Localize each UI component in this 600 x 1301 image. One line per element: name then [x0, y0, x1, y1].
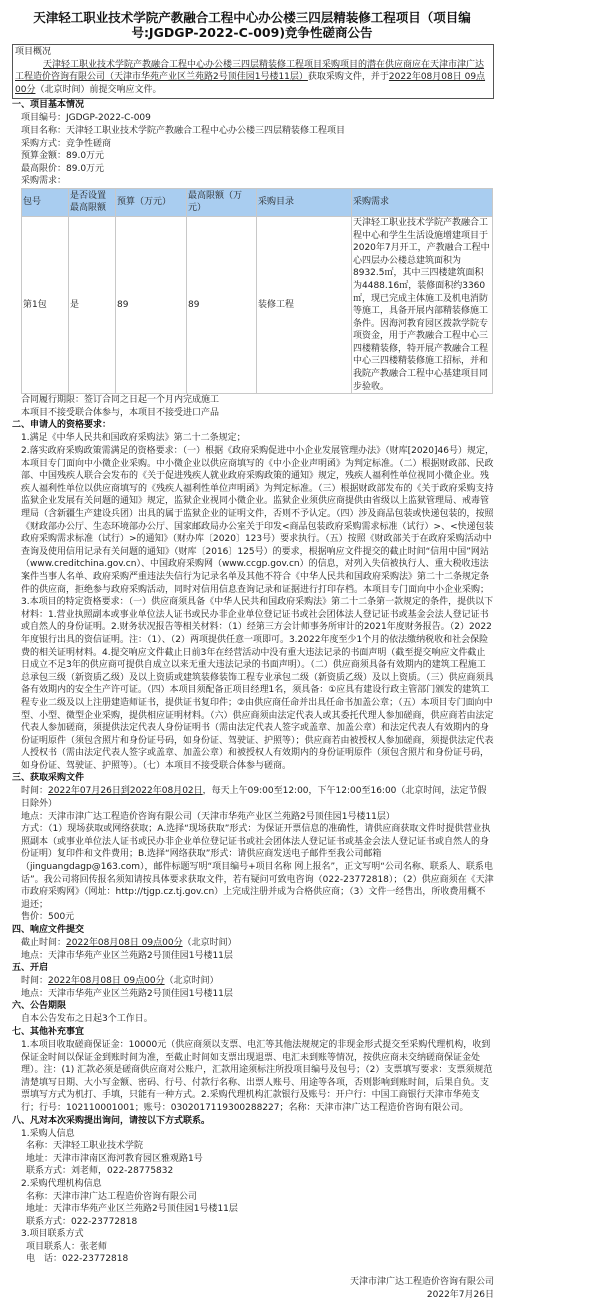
announcement-document	[10, 4, 494, 1301]
overview-seg2: 获取采购文件，并于	[307, 72, 389, 83]
project-contact-phone: 电 话：022-23772818	[26, 1254, 129, 1265]
submit-deadline	[10, 937, 494, 950]
col-header: 是否设置最高限额	[69, 188, 116, 216]
buyer-name: 名称：天津轻工职业技术学院	[26, 1141, 144, 1152]
section-8-heading: 八、凡对本次采购提出询问，请按以下方式联系。	[12, 1115, 211, 1126]
footer-org: 天津市津广达工程造价咨询有限公司	[349, 1277, 494, 1288]
document-price: 售价：500元	[21, 912, 75, 923]
col-header: 包号	[22, 188, 69, 216]
overview-seg1: 天津轻工职业技术学院产教融合工程中心办公楼三四层精装修工程项目采购项目的潜在供应商应在天津市津广达工程造价咨询有限公司（天津市华苑产业区兰苑路2号顶佳园1号楼11层）	[15, 59, 485, 83]
cell-package: 第1包	[22, 216, 69, 393]
procurement-method: 采购方式：竞争性磋商	[21, 138, 112, 149]
section-7-heading: 七、其他补充事宜	[12, 1026, 85, 1037]
opening-time	[10, 975, 494, 988]
overview-seg4: （北京时间）前提交响应文件。	[35, 84, 162, 95]
deadline-value: 2022年08月08日 09点00分	[66, 938, 183, 948]
opening-place: 地点：天津市华苑产业区兰苑路2号顶佳园1号楼11层	[21, 988, 233, 999]
acquire-time	[10, 785, 494, 810]
overview-text	[15, 59, 491, 97]
time-label: 时间：	[21, 786, 49, 797]
page-title: 天津轻工职业技术学院产教融合工程中心办公楼三四层精装修工程项目（项目编号:JGDGP-2022-C-009)竞争性磋商公告	[33, 10, 471, 40]
deadline-label: 截止时间：	[21, 938, 67, 948]
project-name: 项目名称：天津轻工职业技术学院产教融合工程中心办公楼三四层精装修工程项目	[21, 125, 346, 136]
cell-requirement: 天津轻工职业技术学院产教融合工程中心和学生生活设施增建项目于2020年7月开工，产教融合工程中心四层办公楼总建筑面积为8932.5㎡，其中三四楼建筑面积为4488.16㎡，装修面积约3360㎡，现已完成主体施工及机电消防等施工，具备开展内部精装修施工条件。因海河教育园区拨款学院专项资金，用于产教融合工程中心三四楼精装修，特开展产教融合工程中心三四楼精装修施工招标，并和我院产教融合工程中心基建项目同步验收。	[352, 216, 493, 393]
qualification-2: 2.落实政府采购政策需满足的资格要求：（一）根据《政府采购促进中小企业发展管理办法》（财库[2020]46号）规定，本项目专门面向中小微企业采购。中小微企业以供应商填写的《中小企业声明函》为判定标准。（二）根据财政部、民政部、中国残疾人联合会发布的《关于促进残疾人就业政府采购政策的通知》规定，残疾人福利性单位视同小微企业。残疾人福利性单位以供应商填写的《残疾人福利性单位声明函》为判定标准。（三）根据财政部发布的《关于政府采购支持监狱企业发展有关问题的通知》规定，监狱企业视同小微企业。监狱企业须供应商提供由省级以上监狱管理局、戒毒管理局（含新疆生产建设兵团）出具的属于监狱企业的证明文件，否则不予认定。（四）涉及商品包装或快递包装的，按照《财政部办公厅、生态环境部办公厅、国家邮政局办公室关于印发<商品包装政府采购需求标准（试行）>、<快递包装政府采购需求标准（试行）>的通知》（财办库〔2020〕123号）要求执行。（五）按照《财政部关于在政府采购活动中查询及使用信用记录有关问题的通知》（财库〔2016〕125号）的要求，根据响应文件提交的截止时间“信用中国”网站（www.creditchina.gov.cn）、中国政府采购网（www.ccgp.gov.cn）的信息，对列入失信被执行人、重大税收违法案件当事人名单、政府采购严重违法失信行为记录名单及其他不符合《中华人民共和国政府采购法》第二十二条规定条件的供应商，拒绝参与政府采购活动，同时对信用信息查询记录和证据进行打印存档。本项目专门面向中小企业采购；	[21, 446, 494, 595]
time-to: 到	[120, 786, 130, 797]
section-5-heading: 五、开启	[12, 963, 49, 974]
table-header-row	[22, 188, 493, 216]
footer-date: 2022年7月26日	[426, 1289, 494, 1300]
table-row	[22, 216, 493, 393]
section-4-heading: 四、响应文件提交	[12, 925, 85, 935]
submit-place: 地点：天津市华苑产业区兰苑路2号顶佳园1号楼11层	[21, 950, 233, 961]
col-header: 预算（万元）	[116, 188, 187, 216]
consortium-note: 本项目不接受联合体参与，本项目不接受进口产品	[21, 407, 220, 418]
acquire-method: 方式：（1）现场获取或网络获取；A.选择“现场获取”形式：为保证开票信息的准确性，请供应商获取文件时提供营业执照副本（或事业单位法人证书或民办非企业单位登记证书或社会团体法人登记证书或基金会法人登记证书或自然人的身份证明）复印件和文件费用；B.选择“网络获取”形式：请供应商发送电子邮件至我公司邮箱（jinguangdagp@163.com），邮件标题写明“项目编号+项目名称 网上报名”，正文写明“公司名称、联系人、联系电话”。我公司将回传报名须知请按具体要求获取文件，若有疑问可致电咨询（022-23772818）；（2）供应商须在《天津市政府采购网》（网址：http://tjgp.cz.tj.gov.cn）上完成注册并成为合格供应商；（3）文件一经售出，所收费用概不退还；	[21, 824, 494, 910]
cell-has-limit: 是	[69, 216, 116, 393]
contract-period: 合同履行期限：签订合同之日起一个月内完成施工	[21, 395, 220, 406]
agent-name: 名称：天津市津广达工程造价咨询有限公司	[26, 1191, 198, 1202]
supplementary-text: 1.本项目收取磋商保证金：10000元（供应商须以支票、电汇等其他法规规定的非现金形式提交至采购代理机构，收到保证金时间以保证金到账时间为准，至截止时间如支票出现退票、电汇未到账等情况，按供应商未交纳磋商保证金处理）。注：(1) 汇款必须是磋商供应商对公账户，汇款用途须标注所投项目编号及包号；（2）支票填写要求：支票须规范清楚填写日期、大小写金额、密码、行号、付款行名称、出票人账号、用途等各项，否则影响到账时间，后果自负。支票填写方式为机打、手填，只能有一种方式。2.采购代理机构汇款银行及账号：开户行：中国工商银行天津市华苑支行；行号：102110001001；账号：0302017119300288227；名称：天津市津广达工程造价咨询有限公司。	[21, 1039, 493, 1113]
buyer-info-title: 1.采购人信息	[21, 1128, 75, 1139]
section-2-heading: 二、申请人的资格要求：	[12, 420, 112, 431]
project-overview-box	[12, 44, 494, 99]
buyer-address: 地址：天津市津南区海河教育园区雅观路1号	[26, 1153, 203, 1164]
qualification-3: 3.本项目的特定资格要求：（一）供应商须具备《中华人民共和国政府采购法》第二十二条第一款规定的条件，提供以下材料：1.营业执照副本或事业单位法人证书或民办非企业单位登记证书或社会团体法人登记证书或基金会法人登记证书或自然人的身份证明。2.财务状况报告等相关材料：（1）经第三方会计师事务所审计的2021年度财务报告。（2）2022年度银行出具的资信证明。注：（1）、（2）两项提供任意一项即可。3.2022年度至少1个月的依法缴纳税收和社会保险费的相关证明材料。4.提交响应文件截止日前3年在经营活动中没有重大违法记录的书面声明（截至提交响应文件截止日成立不足3年的供应商可提供自成立以来无重大违法记录的书面声明）。（二）供应商须具备有效期内的建筑工程施工总承包三级（新资质乙级）及以上资质或建筑装修装饰工程专业承包二级（新资质乙级）及以上资质。（三）供应商须具备有效期内的安全生产许可证。（四）本项目须配备正项目经理1名，须具备：①应具有建设行政主管部门颁发的建筑工程专业二级及以上注册建造师证书，提供证书复印件；②由供应商任命并出具任命书加盖公章；（五）本项目专门面向中型、小型、微型企业采购，提供相应证明材料。（六）供应商须由法定代表人或其委托代理人参加磋商，供应商若由法定代表人参加磋商，须提供法定代表人身份证明书（需由法定代表人签字或盖章、加盖公章）和法定代表人有效期内的身份证明原件（须包含照片和身份证号码，如身份证、驾驶证、护照等）；供应商若由被授权人参加磋商，须提供法定代表人授权书（需由法定代表人签字或盖章、加盖公章）和被授权人有效期内的身份证明原件（须包含照片和身份证号码，如身份证、驾驶证、护照等）。（七）本项目不接受联合体参与磋商。	[21, 597, 494, 771]
qualification-1: 1.满足《中华人民共和国政府采购法》第二十二条规定；	[21, 433, 246, 444]
requirements-label: 采购需求：	[21, 176, 67, 187]
package-table	[21, 188, 493, 394]
cell-catalog: 装修工程	[257, 216, 352, 393]
agent-address: 地址：天津市华苑产业区兰苑路2号顶佳园1号楼11层	[26, 1204, 238, 1215]
cell-max-limit: 89	[187, 216, 257, 393]
time-start: 2022年07月26日	[48, 786, 121, 797]
opening-time-note: （北京时间）	[164, 976, 219, 987]
announcement-period: 自本公告发布之日起3个工作日。	[21, 1014, 153, 1025]
opening-time-value: 2022年08月08日 09点00分	[48, 976, 165, 987]
col-header: 采购目录	[257, 188, 352, 216]
acquire-place: 地点：天津市津广达工程造价咨询有限公司（天津市华苑产业区兰苑路2号顶佳园1号楼11层）	[21, 811, 395, 822]
max-price: 最高限价：89.0万元	[21, 163, 105, 174]
cell-budget: 89	[116, 216, 187, 393]
section-3-heading: 三、获取采购文件	[12, 773, 85, 784]
col-header: 最高限额（万元）	[187, 188, 257, 216]
overview-deadline: 2022年08月08日 09点00分	[15, 72, 486, 95]
overview-heading: 项目概况	[15, 47, 52, 57]
time-rest: ，每天上午09:00至12:00，下午12:00至16:00（北京时间，法定节假日除外）	[21, 786, 487, 810]
project-number: 项目编号：JGDGP-2022-C-009	[21, 113, 151, 124]
section-6-heading: 六、公告期限	[12, 1001, 67, 1012]
deadline-note: （北京时间）	[182, 938, 237, 948]
agent-info-title: 2.采购代理机构信息	[21, 1178, 102, 1189]
opening-time-label: 时间：	[21, 976, 49, 987]
buyer-contact: 联系方式：刘老师，022-28775832	[26, 1166, 174, 1177]
agent-contact: 联系方式：022-23772818	[26, 1216, 138, 1227]
time-end: 2022年08月02日	[129, 786, 203, 797]
project-contact-person: 项目联系人：张老师	[26, 1241, 108, 1252]
project-contact-title: 3.项目联系方式	[21, 1229, 84, 1240]
col-header: 采购需求	[352, 188, 493, 216]
section-1-heading: 一、项目基本情况	[12, 100, 85, 111]
budget-amount: 预算金额：89.0万元	[21, 151, 105, 162]
